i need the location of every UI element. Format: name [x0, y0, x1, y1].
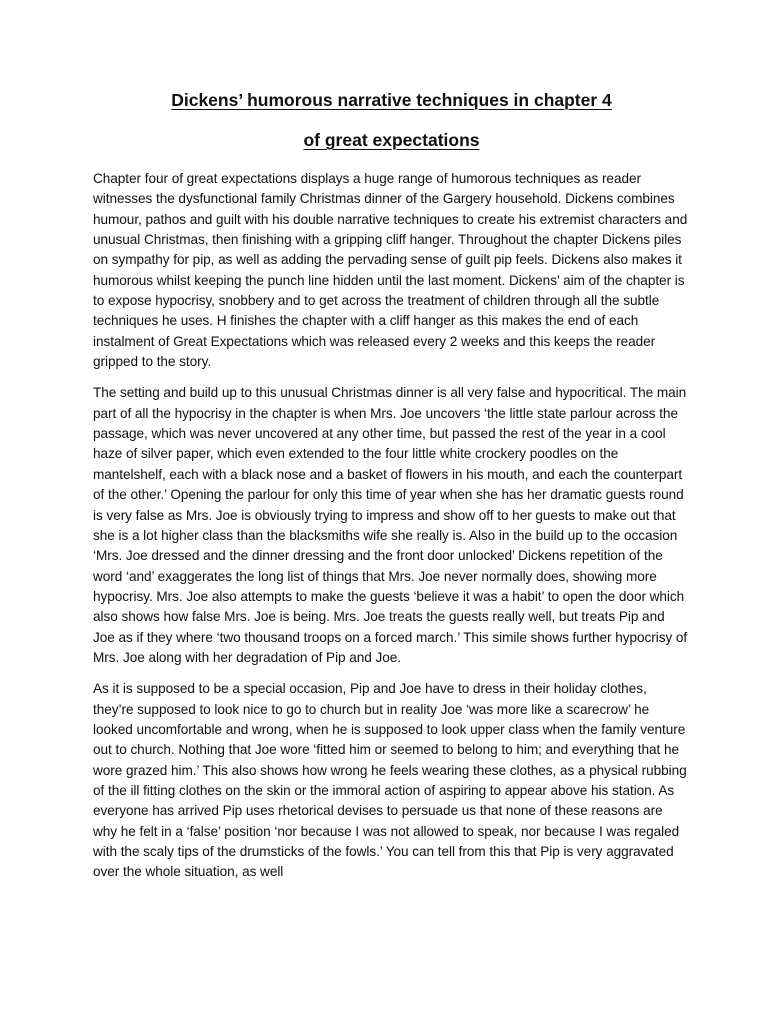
paragraph-3: As it is supposed to be a special occasion, Pip and Joe have to dress in their holiday clothes, they’re supposed to look nice to go to church but in reality Joe ‘was more like a scarecrow’ he looked uncomfortable and wrong, when he is supposed to look upper class when the family venture out to church. Nothing that Joe wore ‘fitted him or seemed to belong to him; and everything that he wore grazed him.’ This also shows how wrong he feels wearing these clothes, as a physical rubbing of the ill fitting clothes on the skin or the immoral action of aspiring to appear above his station. As everyone has arrived Pip uses rhetorical devises to persuade us that none of these reasons are why he felt in a ‘false’ position ‘nor because I was not allowed to speak, nor because I was regaled with the scaly tips of the drumsticks of the fowls.’ You can tell from this that Pip is very aggravated over the whole situation, as well [93, 681, 687, 880]
document-title-line-2: of great expectations [303, 130, 480, 150]
paragraph-2: The setting and build up to this unusual Christmas dinner is all very false and hypocritical. The main part of all the hypocrisy in the chapter is when Mrs. Joe uncovers ‘the little state parlour across the passage, which was never uncovered at any other time, but passed the rest of the year in a cool haze of silver paper, which even extended to the four little white crockery poodles on the mantelshelf, each with a black nose and a basket of flowers in his mouth, and each the counterpart of the other.’ Opening the parlour for only this time of year when she has her dramatic guests round is very false as Mrs. Joe is obviously trying to impress and show off to her guests to make out that she is a lot higher class than the blacksmiths wife she really is. Also in the build up to the occasion ‘Mrs. Joe dressed and the dinner dressing and the front door unlocked’ Dickens repetition of the word ‘and’ exaggerates the long list of things that Mrs. Joe never normally does, showing more hypocrisy. Mrs. Joe also attempts to make the guests ‘believe it was a habit’ to open the door which also shows how false Mrs. Joe is being. Mrs. Joe treats the guests really well, but treats Pip and Joe as if they where ‘two thousand troops on a forced march.’ This simile shows further hypocrisy of Mrs. Joe along with her degradation of Pip and Joe. [93, 385, 688, 665]
paragraph-1: Chapter four of great expectations displays a huge range of humorous techniques as reader witnesses the dysfunctional family Christmas dinner of the Gargery household. Dickens combines humour, pathos and guilt with his double narrative techniques to create his extremist characters and unusual Christmas, then finishing with a gripping cliff hanger. Throughout the chapter Dickens piles on sympathy for pip, as well as adding the pervading sense of guilt pip feels. Dickens also makes it humorous whilst keeping the punch line hidden until the last moment. Dickens’ aim of the chapter is to expose hypocrisy, snobbery and to get across the treatment of children through all the subtle techniques he uses. H finishes the chapter with a cliff hanger as this makes the end of each instalment of Great Expectations which was released every 2 weeks and this keeps the reader gripped to the story. [93, 171, 688, 370]
document-title-line-1: Dickens’ humorous narrative techniques in chapter 4 [171, 90, 612, 110]
document-body [93, 169, 690, 883]
